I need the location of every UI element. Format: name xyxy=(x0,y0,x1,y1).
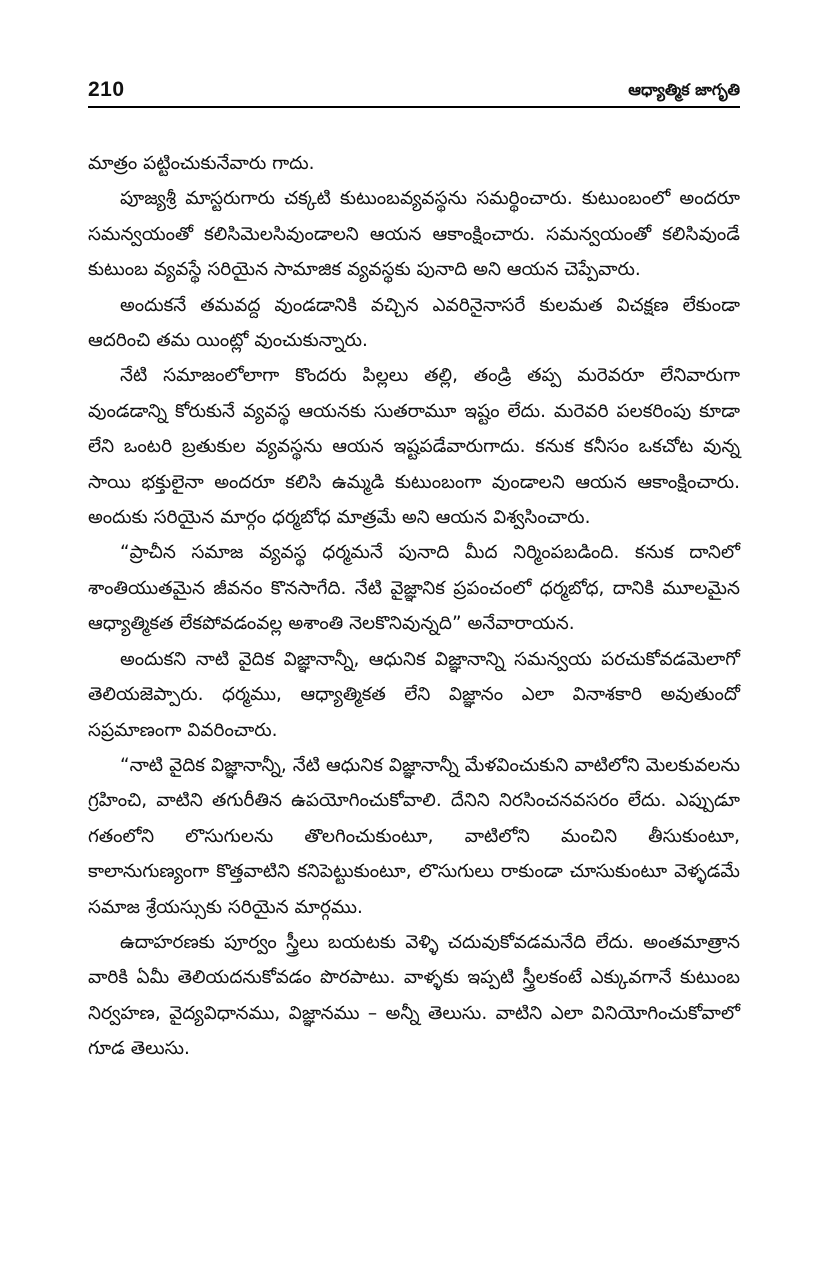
paragraph: మాత్రం పట్టించుకునేవారు గాదు. xyxy=(88,153,315,174)
paragraph: పూజ్యశ్రీ మాస్టరుగారు చక్కటి కుటుంబవ్యవస్థను సమర్థించారు. కుటుంబంలో అందరూ సమన్వయంతో కలిసిమెలసివుండాలని ఆయన ఆకాంక్షించారు. సమన్వయంతో కలిసివుండే కుటుంబ వ్యవస్థే సరియైన సామాజిక వ్యవస్థకు పునాది అని ఆయన చెప్పేవారు. xyxy=(88,188,740,281)
paragraph: అందుకని నాటి వైదిక విజ్ఞానాన్నీ, ఆధునిక విజ్ఞానాన్ని సమన్వయ పరచుకోవడమెలాగో తెలియజెప్పారు. ధర్మము, ఆధ్యాత్మికత లేని విజ్ఞానం ఎలా వినాశకారి అవుతుందో సప్రమాణంగా వివరించారు. xyxy=(88,648,740,741)
body-text xyxy=(88,146,740,1067)
page-header xyxy=(88,72,740,106)
book-page xyxy=(88,72,740,106)
header-rule xyxy=(88,106,740,108)
running-title: ఆధ్యాత్మిక జాగృతి xyxy=(628,80,740,99)
paragraph: “ప్రాచీన సమాజ వ్యవస్థ ధర్మమనే పునాది మీద నిర్మింపబడింది. కనుక దానిలో శాంతియుతమైన జీవనం కొనసాగేది. నేటి వైజ్ఞానిక ప్రపంచంలో ధర్మబోధ, దానికి మూలమైన ఆధ్యాత్మికత లేకపోవడంవల్ల అశాంతి నెలకొనివున్నది” అనేవారాయన. xyxy=(88,542,740,635)
paragraph: అందుకనే తమవద్ద వుండడానికి వచ్చిన ఎవరినైనాసరే కులమత విచక్షణ లేకుండా ఆదరించి తమ యింట్లో వుంచుకున్నారు. xyxy=(88,294,740,352)
paragraph: ఉదాహరణకు పూర్వం స్త్రీలు బయటకు వెళ్ళి చదువుకోవడమనేది లేదు. అంతమాత్రాన వారికి ఏమీ తెలియదనుకోవడం పొరపాటు. వాళ్ళకు ఇప్పటి స్త్రీలకంటే ఎక్కువగానే కుటుంబ నిర్వహణ, వైద్యవిధానము, విజ్ఞానము – అన్నీ తెలుసు. వాటిని ఎలా వినియోగించుకోవాలో గూడ తెలుసు. xyxy=(88,931,740,1060)
paragraph: “నాటి వైదిక విజ్ఞానాన్నీ, నేటి ఆధునిక విజ్ఞానాన్నీ మేళవించుకుని వాటిలోని మెలకువలను గ్రహించి, వాటిని తగురీతిన ఉపయోగించుకోవాలి. దేనిని నిరసించనవసరం లేదు. ఎప్పుడూ గతంలోని లొసుగులను తొలగించుకుంటూ, వాటిలోని మంచిని తీసుకుంటూ, కాలానుగుణ్యంగా కొత్తవాటిని కనిపెట్టుకుంటూ, లొసుగులు రాకుండా చూసుకుంటూ వెళ్ళడమే సమాజ శ్రేయస్సుకు సరియైన మార్గము. xyxy=(88,754,740,918)
page-number: 210 xyxy=(88,78,125,101)
paragraph: నేటి సమాజంలోలాగా కొందరు పిల్లలు తల్లి, తండ్రి తప్ప మరెవరూ లేనివారుగా వుండడాన్ని కోరుకునే వ్యవస్థ ఆయనకు సుతరామూ ఇష్టం లేదు. మరెవరి పలకరింపు కూడా లేని ఒంటరి బ్రతుకుల వ్యవస్థను ఆయన ఇష్టపడేవారుగాదు. కనుక కనీసం ఒకచోట వున్న సాయి భక్తులైనా అందరూ కలిసి ఉమ్మడి కుటుంబంగా వుండాలని ఆయన ఆకాంక్షించారు. అందుకు సరియైన మార్గం ధర్మబోధ మాత్రమే అని ఆయన విశ్వసించారు. xyxy=(88,365,740,529)
